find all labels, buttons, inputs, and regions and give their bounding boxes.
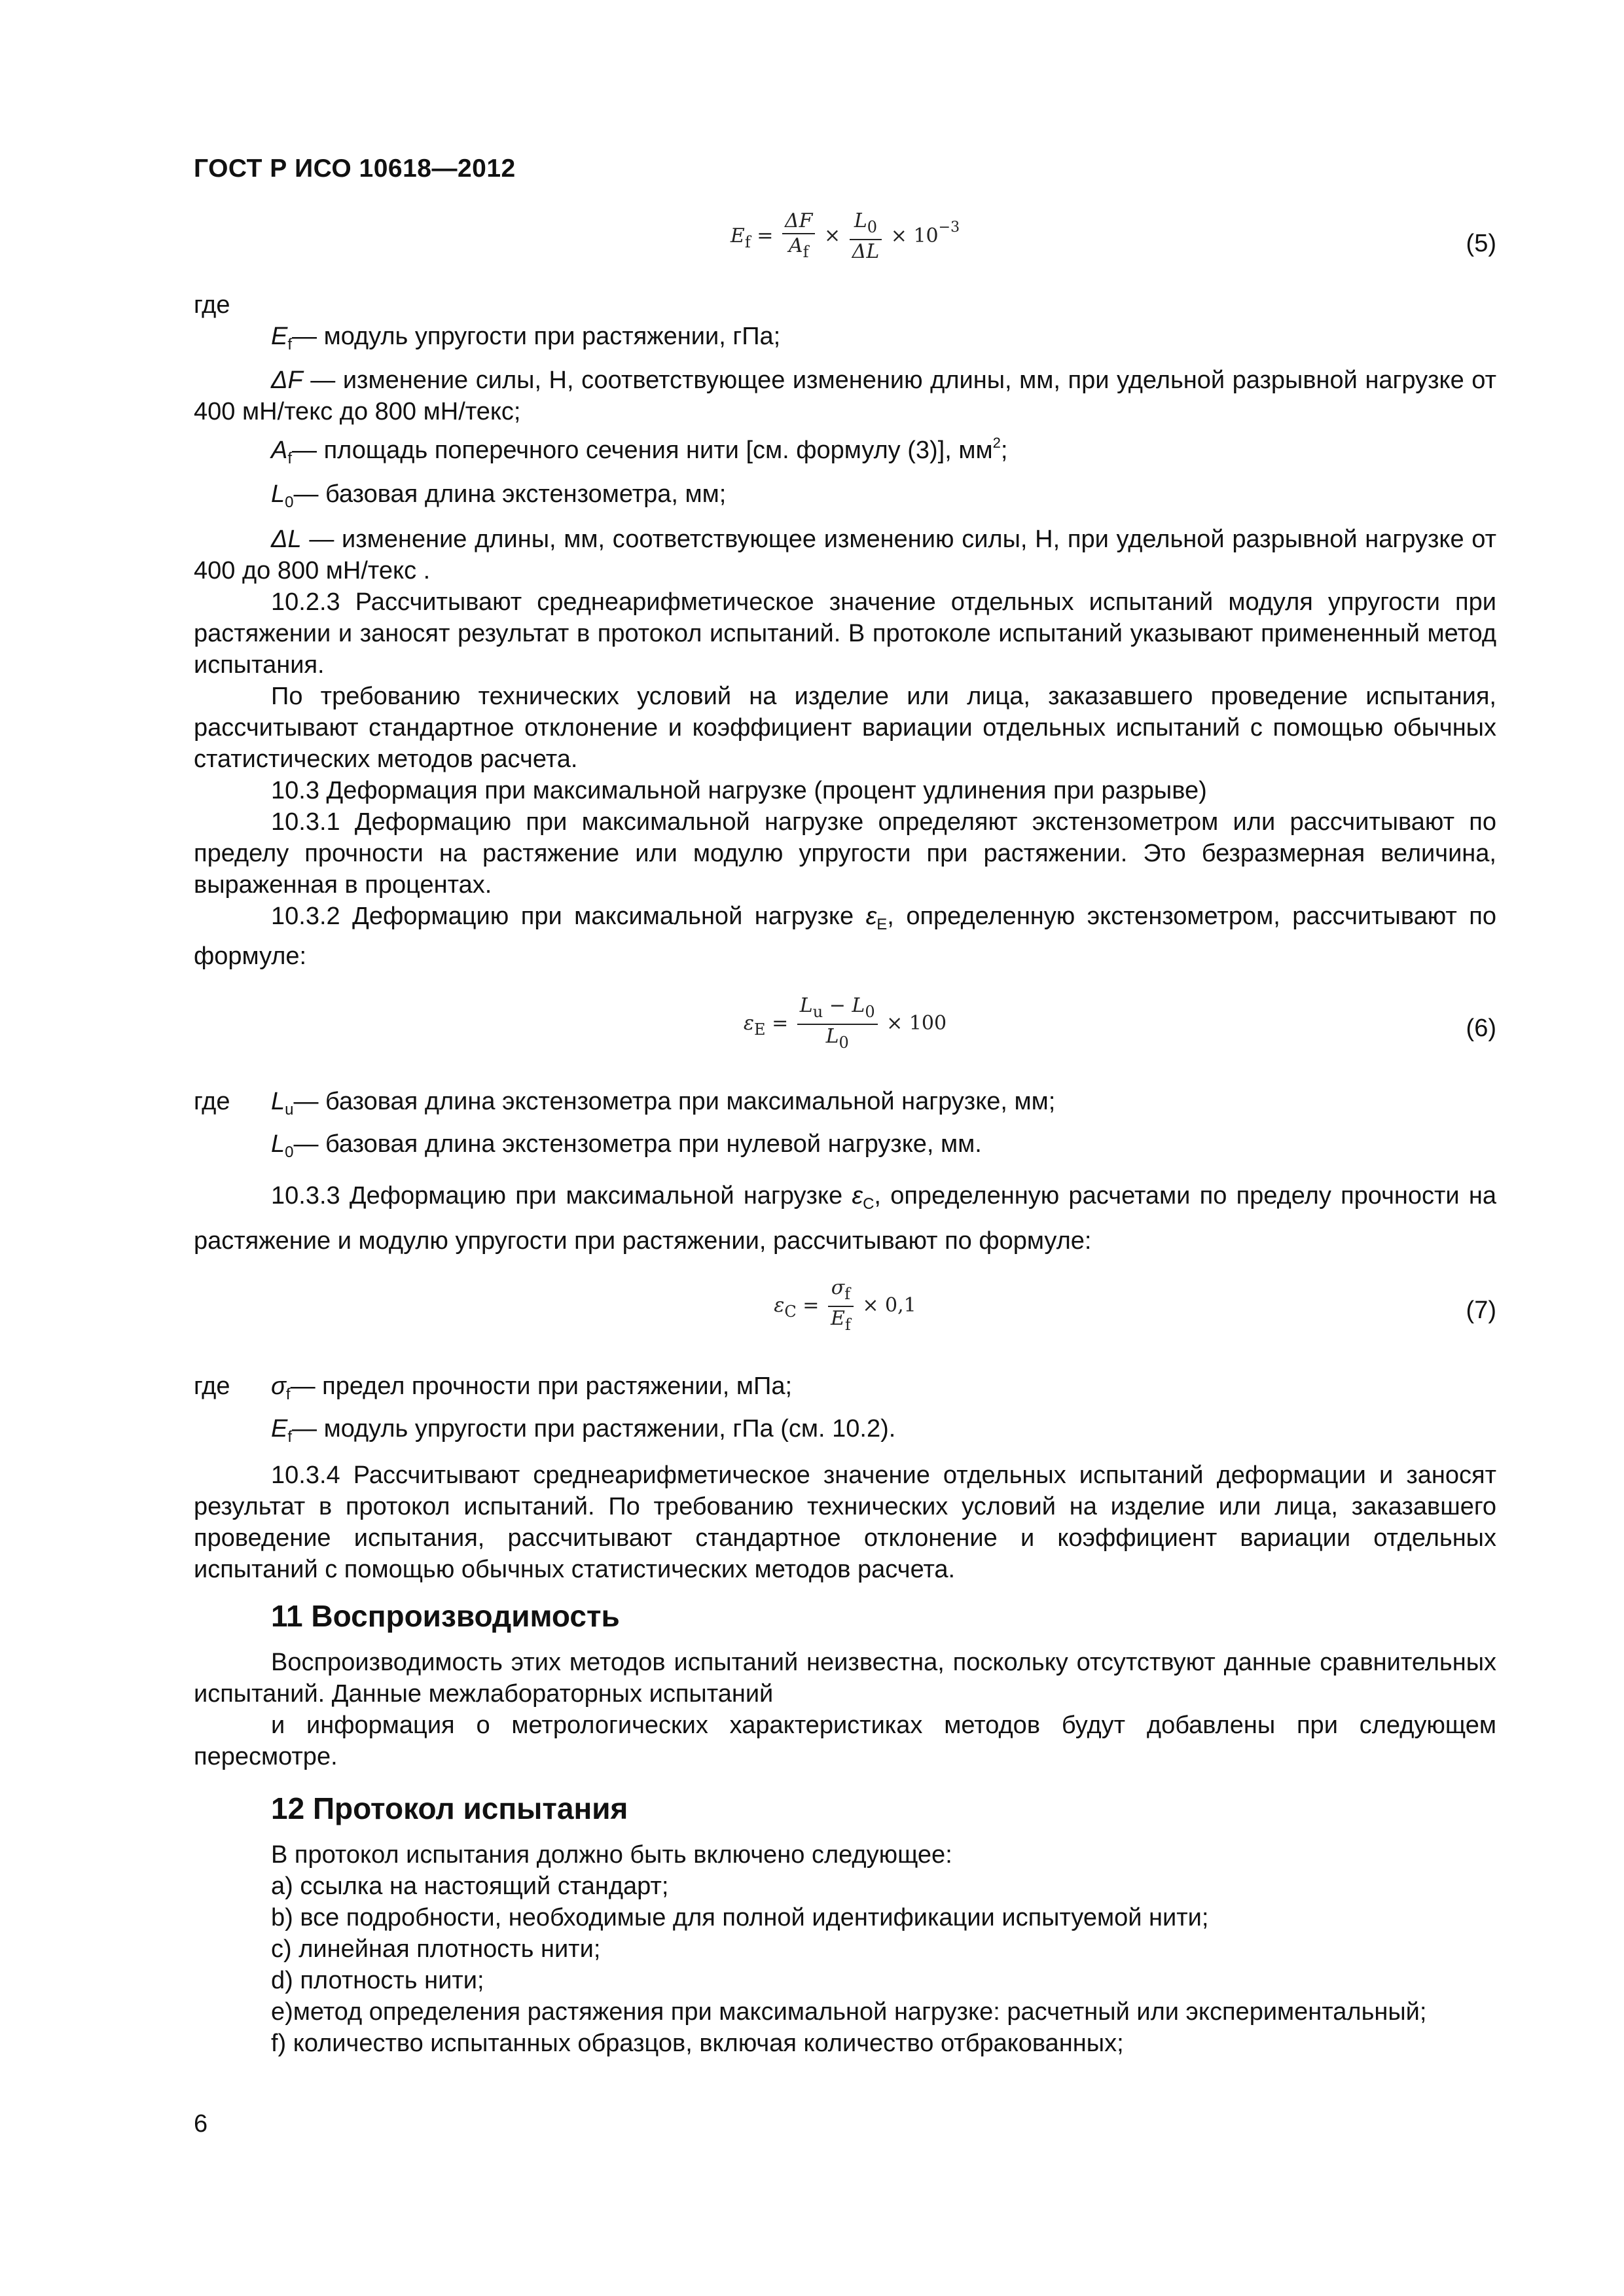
definition-sigma-f-sub: f [285,1386,291,1403]
paragraph-10-2-3: 10.2.3 Рассчитывают среднеарифметическое значение отдельных испытаний модуля упругости при растяжении и заносят результат в протокол испытаний. В протоколе испытаний указывают примененный метод испытания. [194,588,1496,679]
definition-lu-symbol: L [271,1088,285,1115]
formula-6-num-b: L [852,994,865,1017]
definition-l0-text: — базовая длина экстензометра, мм; [293,480,727,508]
formula-6-num-b-sub: 0 [865,1003,875,1021]
formula-6-expression: $\varepsilon_E$ = $\frac{L_u - L_0}{L_0}$ × 100 [744,994,947,1054]
definition-sigma-f [194,1371,1496,1410]
formula-6-number: (6) [1466,1014,1496,1042]
definition-ef-2 [194,1413,1496,1453]
formula-5-expression: $E_f$ = $\frac{\Delta F}{A_f}$ × $\frac{L_0}{\Delta L}$ × $10^{-3}$ [730,209,960,263]
paragraph-10-3-3-symbol: ε [852,1182,863,1210]
paragraph-11-1: Воспроизводимость этих методов испытаний неизвестна, поскольку отсутствуют данные сравнительных испытаний. Данные межлабораторных испытаний [194,1649,1496,1708]
paragraph-10-3: 10.3 Деформация при максимальной нагрузке (процент удлинения при разрыве) [271,777,1207,804]
formula-5-den-1-sub: f [803,243,809,261]
formula-5-den-1: A [788,234,803,257]
formula-5 [194,209,1496,278]
formula-5-num-2-sub: 0 [867,218,878,236]
formula-7-num-sub: f [844,1285,851,1303]
formula-7-tail: × 0,1 [862,1294,916,1317]
definition-af-symbol: A [271,437,288,464]
list-item-d: d) плотность нити; [271,1967,484,1994]
definition-delta-f-symbol: ΔF [271,367,303,394]
definition-ef-2-symbol: E [271,1415,288,1443]
definition-lu-text: — базовая длина экстензометра при максимальной нагрузке, мм; [293,1088,1056,1115]
formula-6-frac [797,994,878,1054]
formula-7-den: E [830,1307,845,1330]
definition-delta-f-text: — изменение силы, Н, соответствующее изменению длины, мм, при удельной разрывной нагрузке от 400 мН/текс до 800 мН/текс; [194,367,1496,425]
definition-l0-zero-symbol: L [271,1130,285,1158]
paragraph-11-2: и информация о метрологических характеристиках методов будут добавлены при следующем пересмотре. [194,1712,1496,1770]
formula-5-num-1: ΔF [782,209,815,234]
formula-6-den-sub: 0 [839,1033,849,1052]
formula-6-num-a-sub: u [812,1003,823,1021]
formula-6-tail: × 100 [886,1012,947,1035]
definition-sigma-f-text: — предел прочности при растяжении, мПа; [290,1372,793,1400]
formula-5-frac-1 [782,209,815,264]
paragraph-10-3-2-symbol: ε [865,903,877,930]
definition-lu [194,1086,1496,1126]
document-header: ГОСТ Р ИСО 10618—2012 [194,154,516,183]
definition-delta-f [194,365,1496,427]
where-label-6: где [194,1088,230,1115]
definition-af [194,427,1496,475]
definition-l0-symbol: L [271,480,285,508]
definition-delta-l-text: — изменение длины, мм, соответствующее изменению силы, Н, при удельной разрывной нагрузке от 400 до 800 мН/текс . [194,526,1496,584]
definition-delta-l [194,524,1496,586]
definition-l0 [194,478,1496,518]
formula-5-frac-2 [850,209,882,264]
formula-7-lhs-sub: C [784,1302,797,1321]
paragraph-10-3-2 [194,901,1496,972]
where-label-5: где [194,291,230,319]
formula-6-den: L [825,1025,839,1048]
formula-7-expression: $\varepsilon_C$ = $\frac{\sigma_f}{E_f}$ × 0,1 [774,1276,916,1336]
formula-7-number: (7) [1466,1297,1496,1324]
paragraph-10-3-3-text-b: , определенную расчетами по пределу прочности на растяжение и модулю упругости при растяжении, рассчитывают по формуле: [194,1182,1496,1255]
formula-5-exponent: −3 [938,219,960,236]
heading-section-11: 11 Воспроизводимость [271,1599,620,1633]
paragraph-10-3-2-text-b: , определенную экстензометром, рассчитывают по формуле: [194,903,1497,970]
definition-lu-sub: u [285,1101,294,1119]
definition-ef-2-sub: f [287,1428,293,1446]
definition-af-text: — площадь поперечного сечения нити [см. формулу (3)], мм [292,437,993,464]
list-item-b: b) все подробности, необходимые для полной идентификации испытуемой нити; [271,1904,1209,1931]
formula-7-den-sub: f [844,1316,851,1334]
formula-5-num-2: L [854,209,867,232]
list-item-a: a) ссылка на настоящий стандарт; [271,1873,669,1900]
formula-5-number: (5) [1466,230,1496,257]
formula-5-tail: × 10 [890,224,939,247]
definition-delta-l-symbol: ΔL [271,526,302,553]
formula-5-den-2: ΔL [852,240,880,263]
paragraph-10-3-2-sub: E [876,916,888,933]
definition-af-tail: ; [1000,437,1008,464]
paragraph-10-3-4: 10.3.4 Рассчитывают среднеарифметическое значение отдельных испытаний деформации и заносят результат в протокол испытаний. По требованию технических условий на изделие или лица, заказавшего проведение испытания, рассчитывают стандартное отклонение и коэффициент вариации отдельных испытаний с помощью обычных статистических методов расчета. [194,1462,1496,1583]
paragraph-12-intro: В протокол испытания должно быть включено следующее: [271,1841,952,1869]
formula-5-lhs: E [730,224,745,247]
formula-5-times: × [823,224,841,247]
definition-l0-zero-text: — базовая длина экстензометра при нулевой нагрузке, мм. [293,1130,982,1158]
definition-ef-sub: f [287,336,293,353]
definition-ef [194,321,1496,361]
paragraph-10-3-3-sub: C [863,1195,875,1213]
definition-l0-sub: 0 [285,493,294,511]
document-body [194,209,1496,2059]
formula-7-frac [828,1276,854,1336]
formula-7-lhs: ε [774,1294,785,1317]
definition-af-sub: f [287,450,293,467]
formula-6-lhs: ε [743,1012,755,1035]
formula-6-lhs-sub: E [754,1020,766,1039]
paragraph-10-3-1: 10.3.1 Деформацию при максимальной нагрузке определяют экстензометром или рассчитывают по пределу прочности на растяжение или модулю упругости при растяжении. Это безразмерная величина, выраженная в процентах. [194,808,1496,899]
formula-6-num-a: L [799,994,813,1017]
definition-ef-symbol: E [271,323,288,350]
definition-l0-zero-sub: 0 [285,1143,294,1161]
where-label-7: где [194,1372,230,1400]
paragraph-10-3-3 [194,1177,1496,1259]
paragraph-10-3-2-text-a: 10.3.2 Деформацию при максимальной нагрузке [271,903,866,930]
definition-l0-zero [194,1128,1496,1168]
formula-7 [194,1276,1496,1355]
page-number: 6 [194,2110,208,2138]
list-item-c: c) линейная плотность нити; [271,1935,601,1963]
formula-5-lhs-sub: f [744,232,751,251]
definition-ef-text: — модуль упругости при растяжении, гПа; [292,323,781,350]
formula-6-minus: − [829,994,846,1017]
paragraph-tech-conditions: По требованию технических условий на изделие или лица, заказавшего проведение испытания, рассчитывают стандартное отклонение и коэффициент вариации отдельных испытаний с помощью обычных статистических методов расчета. [194,683,1496,773]
list-item-f: f) количество испытанных образцов, включая количество отбракованных; [271,2030,1124,2057]
heading-section-12: 12 Протокол испытания [271,1791,628,1825]
formula-6 [194,994,1496,1073]
list-item-e: e)метод определения растяжения при максимальной нагрузке: расчетный или экспериментальный; [271,1998,1427,2026]
definition-ef-2-text: — модуль упругости при растяжении, гПа (см. 10.2). [292,1415,896,1443]
paragraph-10-3-3-text-a: 10.3.3 Деформацию при максимальной нагрузке [271,1182,852,1210]
formula-7-num: σ [831,1276,845,1299]
definition-sigma-f-symbol: σ [271,1372,286,1400]
definition-af-sup: 2 [992,435,1001,451]
